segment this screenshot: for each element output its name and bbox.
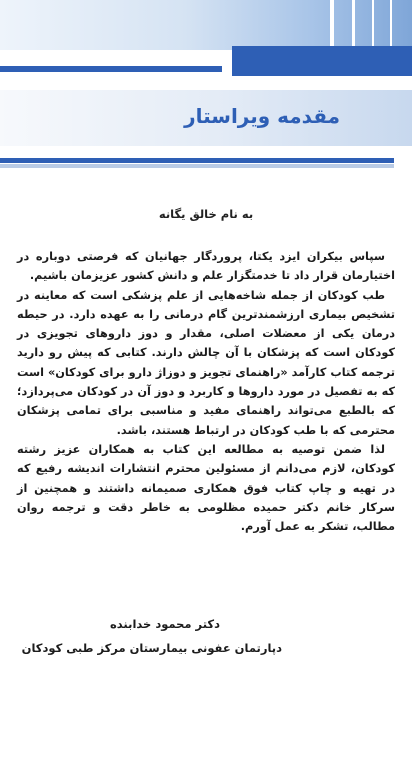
decor-stripe: [390, 0, 392, 50]
signature-block: [0, 612, 282, 660]
top-gradient-band: [0, 0, 412, 50]
title-rule: [0, 158, 394, 163]
decor-stripe: [372, 0, 374, 50]
decor-blue-line: [0, 66, 222, 72]
paragraph: لذا ضمن توصیه به مطالعه این کتاب به همکاران عزیز رشته کودکان، لازم می‌دانم از مسئولین محترم انتشارات اندیشه رفیع که در تهیه و چاپ کتاب فوق همکاری صمیمانه داشتند و همچنین از سرکار خانم دکتر حمیده مظلومی به خاطر دقت و ترجمه روان مطالب، تشکر به عمل آورم.: [17, 442, 395, 534]
title-rule-light: [0, 164, 394, 168]
signature-name: دکتر محمود خدابنده: [110, 617, 220, 631]
invocation-heading: به نام خالق یگانه: [158, 207, 254, 221]
paragraph: سپاس بیکران ایزد یکتا، پروردگار جهانیان که فرصتی دوباره در اختیارمان قرار داد تا خدمتگزار علم و دانش کشور عزیزمان باشیم.: [17, 250, 395, 283]
page-title: مقدمه ویراستار: [184, 104, 340, 128]
decor-blue-block: [232, 46, 412, 76]
decor-stripe: [352, 0, 355, 50]
preface-body: [17, 247, 395, 536]
signature-affiliation: دپارتمان عفونی بیمارستان مرکز طبی کودکان: [21, 641, 282, 655]
paragraph: طب کودکان از جمله شاخه‌هایی از علم پزشکی است که معاینه در تشخیص بیماری ارزشمندترین گام درمانی را به عهده دارد. در حیطه درمان یکی از معضلات اصلی، مقدار و دوز داروهای تجویزی در کودکان است که پزشکان با آن چالش دارند. کتابی که پیش رو دارید ترجمه کتاب کارآمد «راهنمای تجویز و دوزاژ دارو برای کودکان» است که به تفصیل در مورد داروها و کاربرد و دوز آن در کودکان می‌پردازد؛ که بالطبع می‌تواند راهنمای مفید و مناسبی برای تمامی پزشکان محترمی که با طب کودکان در ارتباط هستند، باشد.: [17, 288, 395, 437]
decor-stripe: [330, 0, 334, 50]
